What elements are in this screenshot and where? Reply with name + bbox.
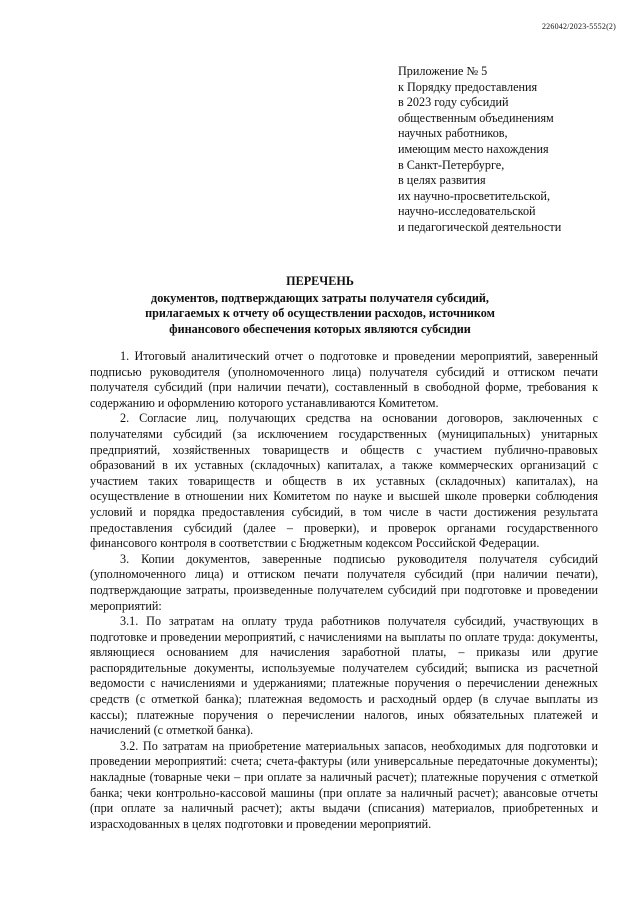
list-item: 1. Итоговый аналитический отчет о подготовке и проведении мероприятий, заверенный подписью руководителя (уполномоченного лица) получателя субсидий и оттиском печати получателя субсидий (при наличии печати), составленный в свободной форме, требования к содержанию и оформлению которого устанавливаются Комитетом.	[90, 349, 598, 410]
appendix-line: научных работников,	[398, 126, 508, 141]
document-registration-number: 226042/2023-5552(2)	[541, 22, 616, 31]
appendix-line: Приложение № 5	[398, 64, 488, 78]
list-subitem: 3.2. По затратам на приобретение материальных запасов, необходимых для подготовки и проведении мероприятий: счета; счета-фактуры (или универсальные передаточные документы); накладные (товарные чеки – при оплате за наличный расчет); платежные поручения с отметкой банка; чеки контрольно-кассовой машины (при оплате за наличный расчет); авансовые отчеты (при оплате за наличный расчет); акты выдачи (списания) материалов, приобретенных и израсходованных в целях подготовки и проведении мероприятий.	[90, 738, 598, 831]
appendix-line: к Порядку предоставления	[398, 79, 538, 94]
list-item: 3. Копии документов, заверенные подписью руководителя получателя субсидий (уполномоченного лица) и оттиском печати получателя субсидий (при наличии печати), подтверждающие затраты, произведенные получателем субсидий при подготовке и проведении мероприятий:	[90, 551, 598, 613]
title-line: прилагаемых к отчету об осуществлении расходов, источником	[145, 306, 495, 321]
appendix-line: и педагогической деятельности	[398, 219, 562, 234]
list-subitem: 3.1. По затратам на оплату труда работников получателя субсидий, участвующих в подготовке и проведении мероприятий, с начислениями на выплаты по оплате труда: документы, являющиеся основанием для начисления заработной платы, – приказы или другие распорядительные документы, используемые получателем субсидий; выписка из расчетной ведомости с начислениями и удержаниями; платежные поручения о перечислении денежных средств (с отметкой банка); платежная ведомость и расходный ордер (в случае выплаты из кассы); платежные поручения о перечислении налогов, иных обязательных платежей и начислений (с отметкой банка).	[90, 614, 598, 738]
appendix-line: в Санкт-Петербурге,	[398, 157, 505, 172]
title-line: документов, подтверждающих затраты получателя субсидий,	[151, 290, 489, 305]
list-item: 2. Согласие лиц, получающих средства на основании договоров, заключенных с получателями субсидий (за исключением государственных (муниципальных) унитарных предприятий, хозяйственных товариществ и обществ с участием публично-правовых образований в их уставных (складочных) капиталах, а также коммерческих организаций с участием таких товариществ и обществ в их уставных (складочных) капиталах), на осуществление в отношении них Комитетом по науке и высшей школе проверки соблюдения условий и порядка предоставления субсидий, в том числе в части достижения результата предоставления субсидий (далее – проверки), и проверок органами государственного финансового контроля в соответствии с Бюджетным кодексом Российской Федерации.	[90, 411, 598, 551]
appendix-line: их научно-просветительской,	[398, 188, 550, 203]
appendix-line: в целях развития	[398, 173, 486, 188]
appendix-line: имеющим место нахождения	[398, 141, 549, 156]
title-heading: ПЕРЕЧЕНЬ	[286, 274, 354, 288]
appendix-line: научно-исследовательской	[398, 204, 536, 219]
appendix-block	[398, 64, 561, 236]
document-body	[90, 349, 598, 832]
appendix-line: в 2023 году субсидий	[398, 95, 509, 110]
title-line: финансового обеспечения которых являются субсидии	[169, 321, 471, 336]
document-title	[60, 274, 580, 337]
appendix-line: общественным объединениям	[398, 110, 554, 125]
